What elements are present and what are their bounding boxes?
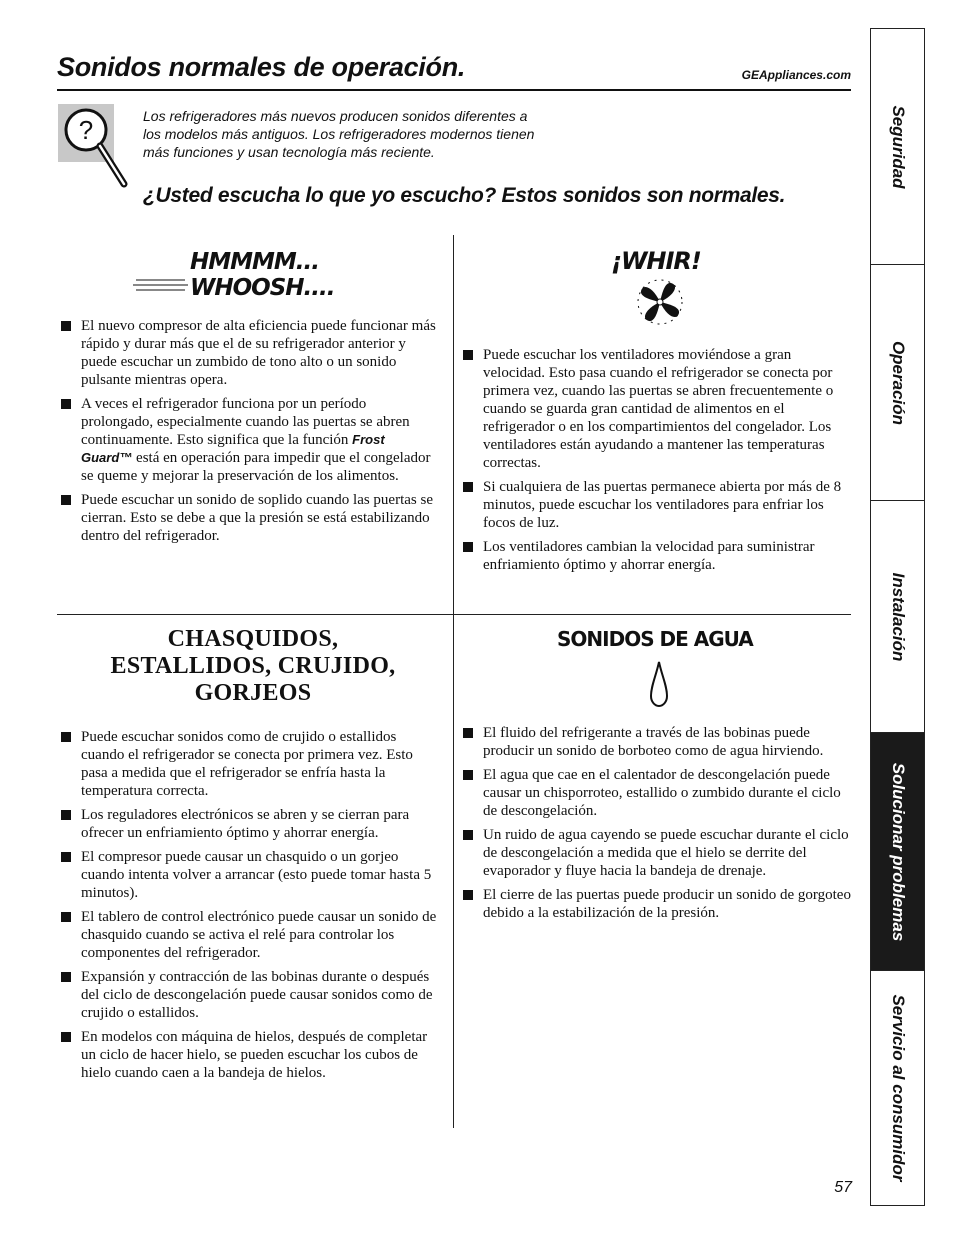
section-heading-chasquidos: CHASQUIDOS, ESTALLIDOS, CRUJIDO, GORJEOS xyxy=(110,626,396,706)
list-item: Si cualquiera de las puertas permanece abierta por más de 8 minutos, puede escuchar los ventiladores para enfriar los focos de luz. xyxy=(459,478,851,532)
column-divider xyxy=(453,235,454,1128)
intro-line: más funciones y usan tecnología más reciente. xyxy=(143,144,435,160)
list-item: Expansión y contracción de las bobinas durante o después del ciclo de descongelación puede causar sonidos como de crujido o estallidos. xyxy=(57,968,439,1022)
agua-bullet-list xyxy=(459,724,851,928)
list-item: El tablero de control electrónico puede causar un sonido de chasquido cuando se activa el relé para controlar los componentes del refrigerador. xyxy=(57,908,439,962)
list-item: Puede escuchar sonidos como de crujido o estallidos cuando el refrigerador se conecta por primera vez. Esto pasa a medida que el refrigerador se enfría hasta la temperatura correcta. xyxy=(57,728,439,800)
motion-lines-icon xyxy=(133,276,189,296)
list-item: El nuevo compresor de alta eficiencia puede funcionar más rápido y durar más que el de su refrigerador anterior y puede escuchar un zumbido de tono alto o un sonido pulsante mientras opera. xyxy=(57,317,437,389)
hmmm-bullet-list xyxy=(57,317,437,551)
list-item: En modelos con máquina de hielos, después de completar un ciclo de hacer hielo, se pueden escuchar los cubos de hielo cuando caen a la bandeja de hielos. xyxy=(57,1028,439,1082)
header-rule xyxy=(57,89,851,91)
tab-solucionar-problemas[interactable]: Solucionar problemas xyxy=(871,733,924,971)
chasquidos-bullet-list xyxy=(57,728,439,1088)
intro-line: los modelos más antiguos. Los refrigeradores modernos tienen xyxy=(143,126,535,142)
list-item: El compresor puede causar un chasquido o un gorjeo cuando intenta volver a arrancar (esto puede tomar hasta 5 minutos). xyxy=(57,848,439,902)
question-magnifier-icon xyxy=(58,104,132,190)
list-item: Puede escuchar un sonido de soplido cuando las puertas se cierran. Esto se debe a que la presión se está estabilizando dentro del refrigerador. xyxy=(57,491,437,545)
page-number: 57 xyxy=(834,1179,852,1196)
page-title: Sonidos normales de operación. xyxy=(57,52,466,82)
tab-seguridad[interactable]: Seguridad xyxy=(871,29,924,265)
website-link[interactable]: GEAppliances.com xyxy=(741,68,851,82)
list-item: Los ventiladores cambian la velocidad para suministrar enfriamiento óptimo y ahorrar energía. xyxy=(459,538,851,574)
section-heading-agua: SONIDOS DE AGUA xyxy=(557,627,753,651)
tab-operacion[interactable]: Operación xyxy=(871,265,924,501)
list-item: El fluido del refrigerante a través de las bobinas puede producir un sonido de borboteo como de agua hirviendo. xyxy=(459,724,851,760)
row-divider xyxy=(57,614,851,615)
fan-icon xyxy=(635,277,685,327)
list-item: Un ruido de agua cayendo se puede escuchar durante el ciclo de descongelación a medida que el hielo se derrite del evaporador y fluye hacia la bandeja de drenaje. xyxy=(459,826,851,880)
water-drop-icon xyxy=(648,660,670,708)
tab-instalacion[interactable]: Instalación xyxy=(871,501,924,733)
tab-servicio-al-consumidor[interactable]: Servicio al consumidor xyxy=(888,994,908,1182)
frost-guard-brand: Frost Guard™ xyxy=(81,432,385,465)
svg-text:?: ? xyxy=(78,115,94,145)
list-item: Puede escuchar los ventiladores moviéndose a gran velocidad. Esto pasa cuando el refrigerador se conecta por primera vez, cuando las puertas se abren frecuentemente o cuando se guarda gran cantidad de alimentos en el refrigerador o en los compartimientos del congelador. Los ventiladores están ayudando a mantener las temperaturas correctas. xyxy=(459,346,851,472)
section-sidebar xyxy=(870,28,925,1206)
intro-line: Los refrigeradores más nuevos producen sonidos diferentes a xyxy=(143,108,528,124)
list-item: Los reguladores electrónicos se abren y se cierran para ofrecer un enfriamiento óptimo y ahorrar energía. xyxy=(57,806,439,842)
subtitle: ¿Usted escucha lo que yo escucho? Estos sonidos son normales. xyxy=(143,184,786,207)
list-item: El cierre de las puertas puede producir un sonido de gorgoteo debido a la estabilización de la presión. xyxy=(459,886,851,922)
list-item: A veces el refrigerador funciona por un período prolongado, especialmente cuando las puertas se abren continuamente. Esto significa que la función Frost Guard™ está en operación para impedir que el congelador se queme y mejorar la preservación de los alimentos. xyxy=(57,395,437,485)
section-heading-whir: ¡WHIR! xyxy=(611,247,701,275)
intro-text xyxy=(143,107,583,161)
list-item: El agua que cae en el calentador de descongelación puede causar un chisporroteo, estallido o zumbido durante el ciclo de descongelación. xyxy=(459,766,851,820)
section-heading-hmmm: HMMMM... WHOOSH.... xyxy=(190,249,335,301)
whir-bullet-list xyxy=(459,346,851,580)
